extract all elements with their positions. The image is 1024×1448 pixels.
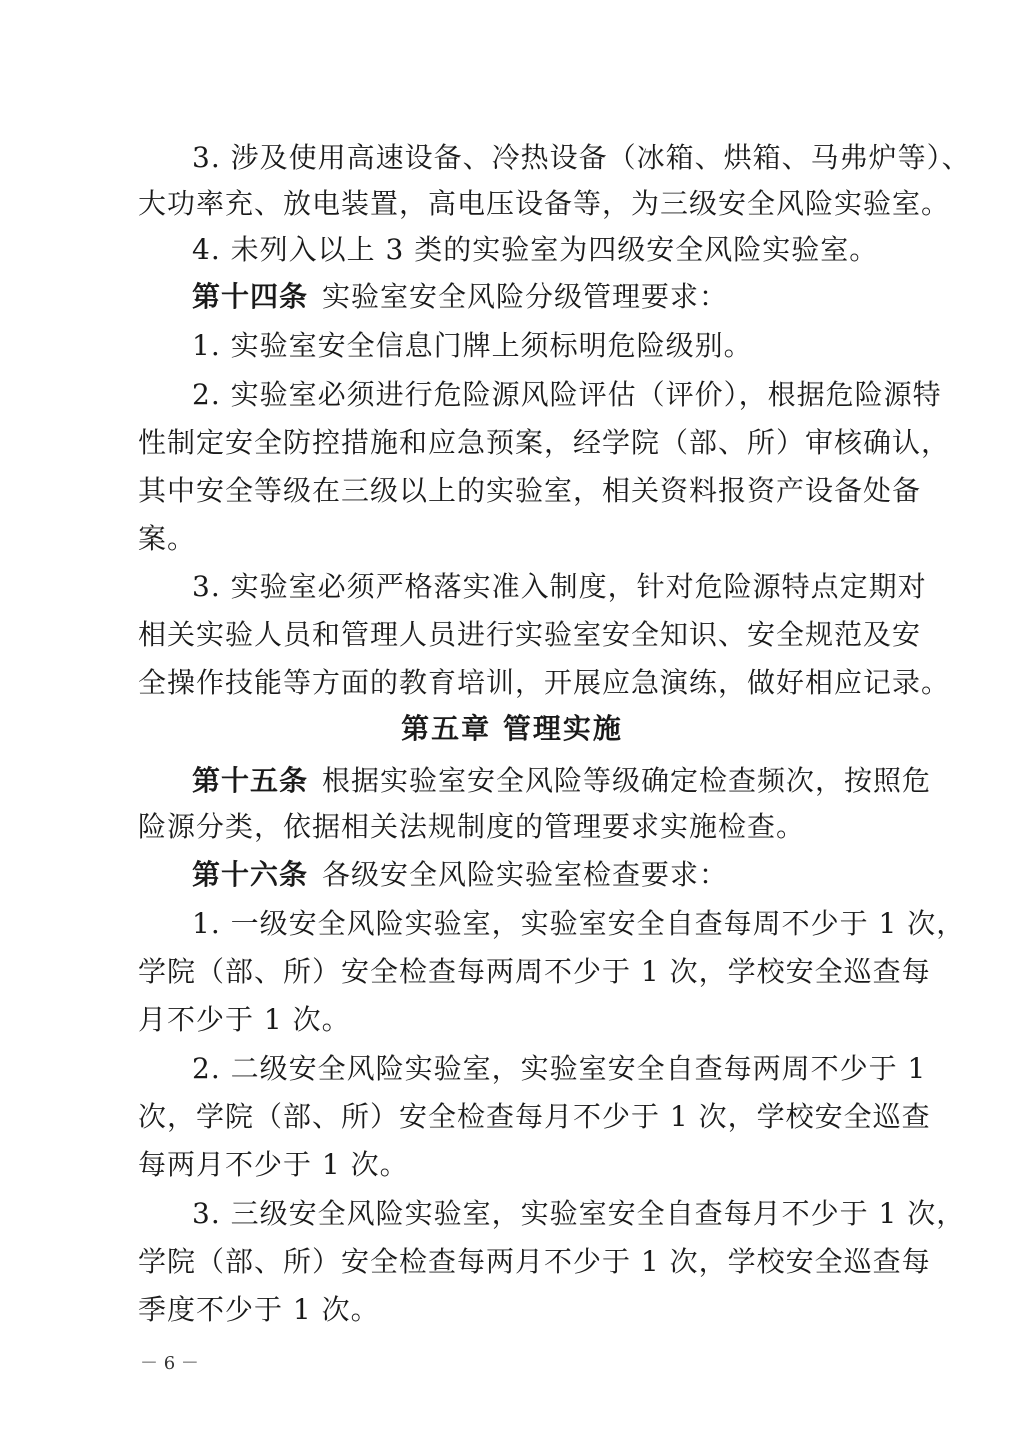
paragraph-line: 性制定安全防控措施和应急预案，经学院（部、所）审核确认，	[138, 426, 951, 459]
paragraph-line: 2. 实验室必须进行危险源风险评估（评价），根据危险源特	[192, 378, 942, 411]
paragraph-line: 季度不少于 1 次。	[138, 1293, 380, 1326]
paragraph-line: 3. 实验室必须严格落实准入制度，针对危险源特点定期对	[192, 570, 927, 603]
paragraph-line: 险源分类，依据相关法规制度的管理要求实施检查。	[138, 810, 806, 843]
paragraph-line: 大功率充、放电装置，高电压设备等，为三级安全风险实验室。	[138, 187, 951, 220]
article-14	[192, 277, 892, 317]
paragraph-line: 学院（部、所）安全检查每两月不少于 1 次，学校安全巡查每	[138, 1245, 931, 1278]
article-16	[192, 855, 892, 895]
paragraph-line: 4. 未列入以上 3 类的实验室为四级安全风险实验室。	[192, 233, 879, 266]
article-text: 各级安全风险实验室检查要求：	[322, 858, 729, 891]
article-label: 第十四条	[192, 280, 309, 313]
paragraph-line: 案。	[138, 522, 197, 555]
paragraph-line: 学院（部、所）安全检查每两周不少于 1 次，学校安全巡查每	[138, 955, 931, 988]
article-label: 第十五条	[192, 764, 309, 797]
paragraph-line: 全操作技能等方面的教育培训，开展应急演练，做好相应记录。	[138, 666, 951, 699]
paragraph-line: 2. 二级安全风险实验室，实验室安全自查每两周不少于 1	[192, 1052, 927, 1085]
paragraph-line: 月不少于 1 次。	[138, 1003, 351, 1036]
article-label: 第十六条	[192, 858, 309, 891]
paragraph-line: 其中安全等级在三级以上的实验室，相关资料报资产设备处备	[138, 474, 922, 507]
paragraph-line: 1. 实验室安全信息门牌上须标明危险级别。	[192, 329, 753, 362]
page-number: － 6 －	[140, 1353, 199, 1374]
article-text: 根据实验室安全风险等级确定检查频次，按照危	[322, 764, 932, 797]
chapter-heading: 第五章 管理实施	[401, 712, 623, 745]
paragraph-line: 次，学院（部、所）安全检查每月不少于 1 次，学校安全巡查	[138, 1100, 931, 1133]
paragraph-line: 每两月不少于 1 次。	[138, 1148, 409, 1181]
paragraph-line: 相关实验人员和管理人员进行实验室安全知识、安全规范及安	[138, 618, 922, 651]
paragraph-line: 3. 三级安全风险实验室，实验室安全自查每月不少于 1 次，	[192, 1197, 966, 1230]
paragraph-line: 3. 涉及使用高速设备、冷热设备（冰箱、烘箱、马弗炉等）、	[192, 141, 971, 174]
article-text: 实验室安全风险分级管理要求：	[322, 280, 729, 313]
article-15	[192, 761, 932, 801]
paragraph-line: 1. 一级安全风险实验室，实验室安全自查每周不少于 1 次，	[192, 907, 966, 940]
